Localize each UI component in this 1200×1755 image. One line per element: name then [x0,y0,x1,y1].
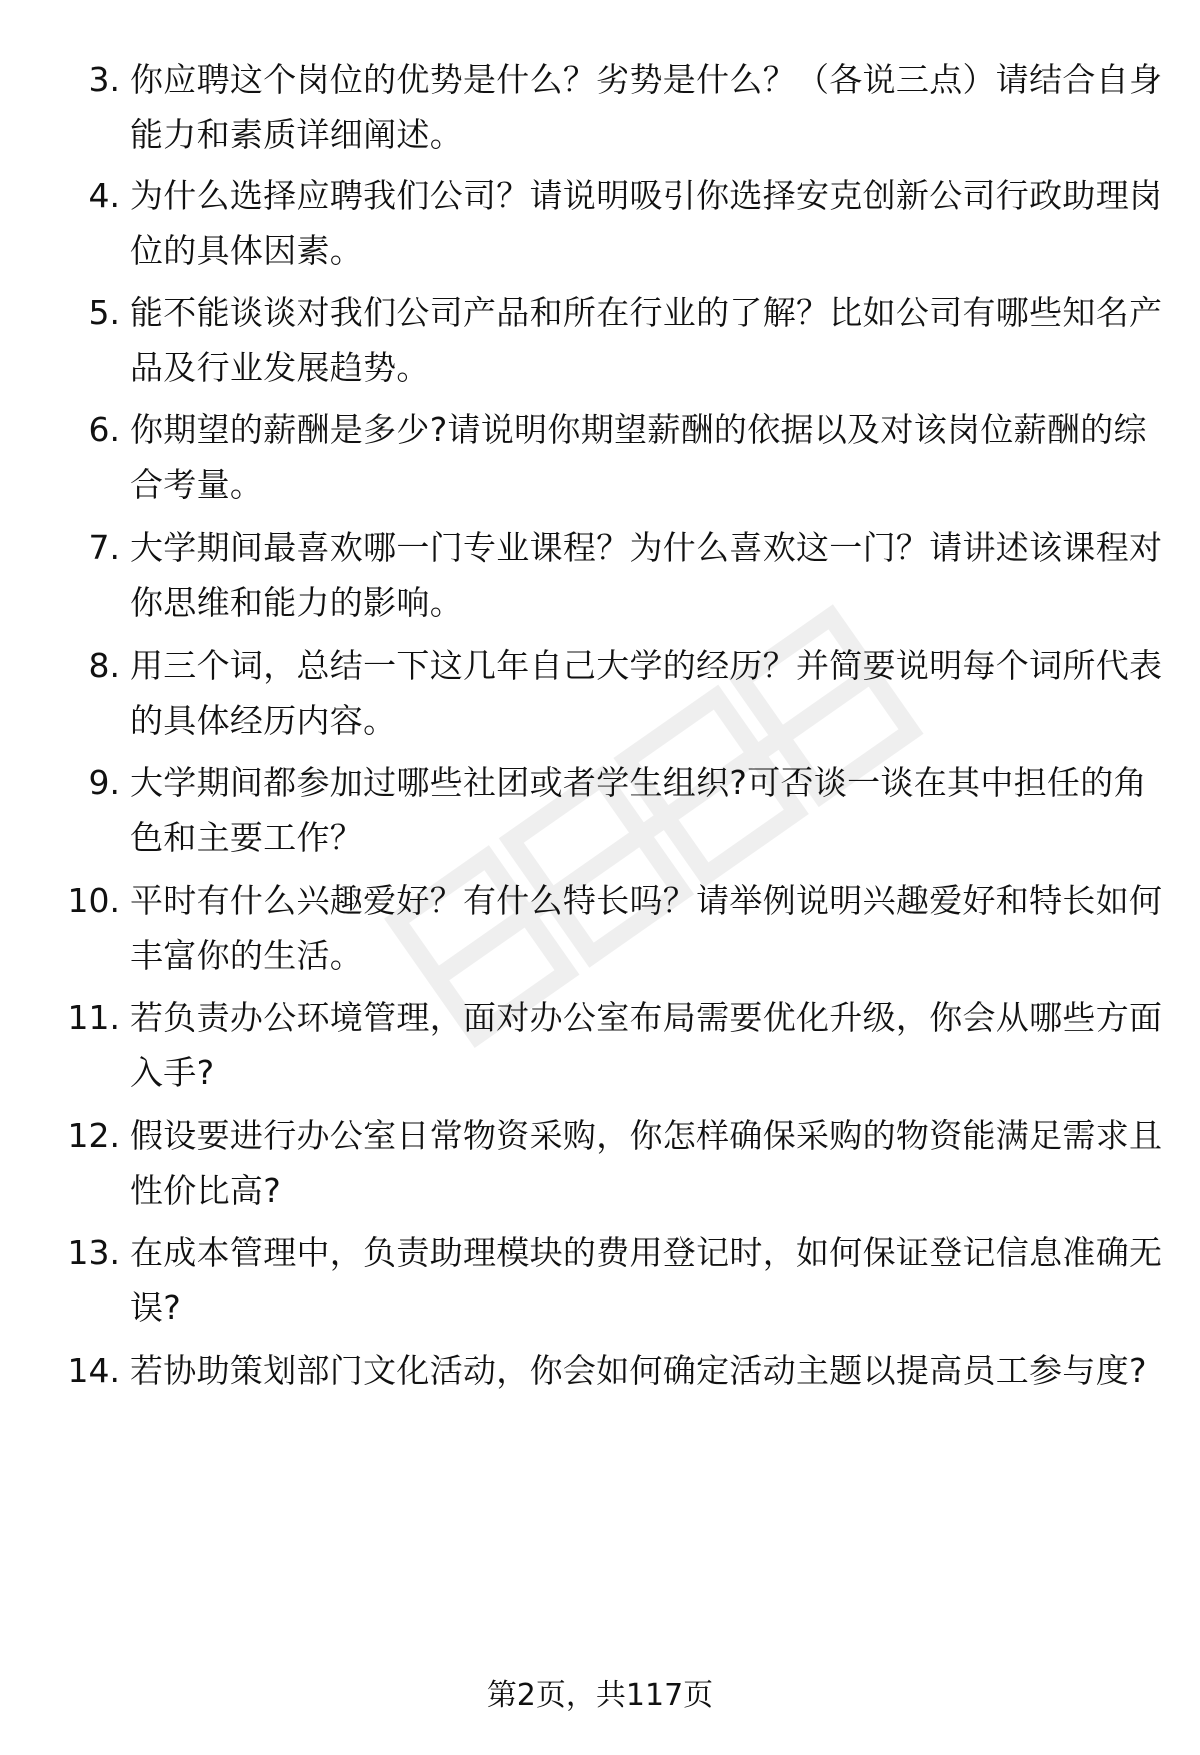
question-item [0,285,1200,395]
question-number: 11. [67,998,120,1037]
question-text: 若负责办公环境管理，面对办公室布局需要优化升级，你会从哪些方面入手? [130,998,1163,1092]
question-text: 为什么选择应聘我们公司？请说明吸引你选择安克创新公司行政助理岗位的具体因素。 [130,176,1163,270]
question-item [0,1108,1200,1218]
question-text: 若协助策划部门文化活动，你会如何确定活动主题以提高员工参与度? [130,1351,1147,1390]
question-number: 6. [88,410,120,449]
question-item [0,638,1200,748]
question-text: 你应聘这个岗位的优势是什么？劣势是什么？（各说三点）请结合自身能力和素质详细阐述。 [130,60,1163,154]
question-item [0,520,1200,630]
question-text: 用三个词，总结一下这几年自己大学的经历？并简要说明每个词所代表的具体经历内容。 [130,646,1163,740]
question-text: 大学期间都参加过哪些社团或者学生组织?可否谈一谈在其中担任的角色和主要工作？ [130,763,1147,857]
question-item [0,168,1200,278]
question-number: 5. [88,293,120,332]
question-item [0,873,1200,983]
question-item [0,402,1200,512]
question-number: 13. [67,1233,120,1272]
question-number: 4. [88,176,120,215]
question-item [0,52,1200,162]
question-item [0,1225,1200,1335]
question-number: 10. [67,881,120,920]
question-number: 3. [88,60,120,99]
question-number: 7. [88,528,120,567]
question-text: 假设要进行办公室日常物资采购，你怎样确保采购的物资能满足需求且性价比高? [130,1116,1163,1210]
question-number: 12. [67,1116,120,1155]
question-number: 9. [88,763,120,802]
question-text: 大学期间最喜欢哪一门专业课程？为什么喜欢这一门？请讲述该课程对你思维和能力的影响。 [130,528,1163,622]
page-number-footer: 第2页，共117页 [486,1678,714,1713]
question-item [0,755,1200,865]
question-number: 14. [67,1351,120,1390]
question-item [0,990,1200,1100]
question-text: 能不能谈谈对我们公司产品和所在行业的了解？比如公司有哪些知名产品及行业发展趋势。 [130,293,1163,387]
question-text: 平时有什么兴趣爱好？有什么特长吗？请举例说明兴趣爱好和特长如何丰富你的生活。 [130,881,1163,975]
question-item [0,1343,1200,1453]
question-text: 你期望的薪酬是多少?请说明你期望薪酬的依据以及对该岗位薪酬的综合考量。 [130,410,1147,504]
question-text: 在成本管理中，负责助理模块的费用登记时，如何保证登记信息准确无误? [130,1233,1163,1327]
question-number: 8. [88,646,120,685]
